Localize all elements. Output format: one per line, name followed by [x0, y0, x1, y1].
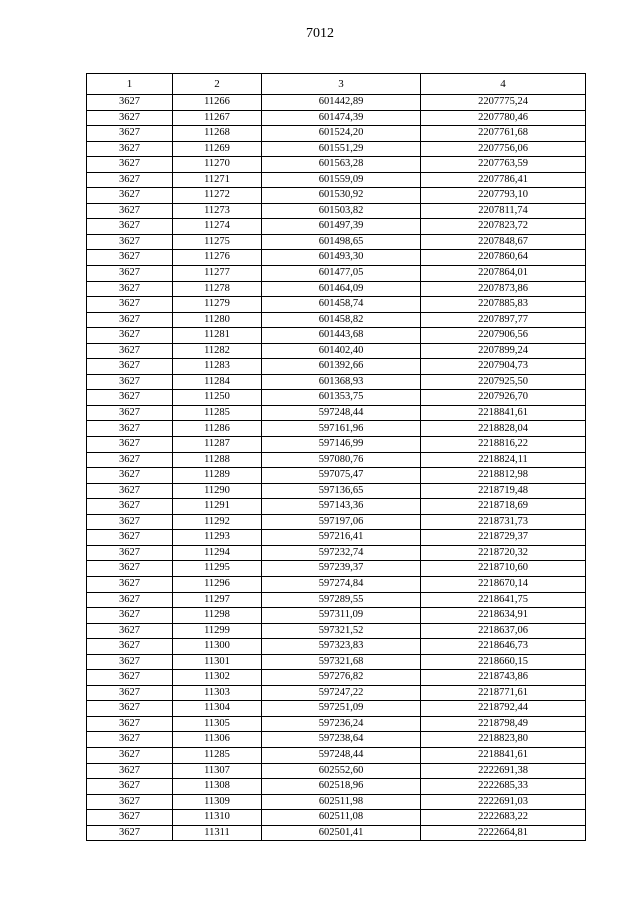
point-number-cell: 11309 [173, 794, 262, 810]
x-coordinate-cell: 601524,20 [262, 126, 421, 142]
table-row [87, 685, 586, 701]
x-coordinate-cell: 597080,76 [262, 452, 421, 468]
point-number-cell: 11294 [173, 545, 262, 561]
x-coordinate-cell: 597311,09 [262, 608, 421, 624]
point-number-cell: 11280 [173, 312, 262, 328]
district-code-cell: 3627 [87, 157, 173, 173]
district-code-cell: 3627 [87, 685, 173, 701]
district-code-cell: 3627 [87, 95, 173, 111]
district-code-cell: 3627 [87, 654, 173, 670]
table-row [87, 374, 586, 390]
x-coordinate-cell: 597248,44 [262, 405, 421, 421]
x-coordinate-cell: 597248,44 [262, 747, 421, 763]
table-row [87, 608, 586, 624]
point-number-cell: 11301 [173, 654, 262, 670]
y-coordinate-cell: 2218719,48 [421, 483, 586, 499]
district-code-cell: 3627 [87, 250, 173, 266]
district-code-cell: 3627 [87, 297, 173, 313]
y-coordinate-cell: 2218670,14 [421, 576, 586, 592]
point-number-cell: 11293 [173, 530, 262, 546]
point-number-cell: 11276 [173, 250, 262, 266]
y-coordinate-cell: 2207897,77 [421, 312, 586, 328]
x-coordinate-cell: 597197,06 [262, 514, 421, 530]
y-coordinate-cell: 2218731,73 [421, 514, 586, 530]
table-row [87, 405, 586, 421]
point-number-cell: 11285 [173, 747, 262, 763]
x-coordinate-cell: 597274,84 [262, 576, 421, 592]
x-coordinate-cell: 601477,05 [262, 266, 421, 282]
point-number-cell: 11308 [173, 779, 262, 795]
district-code-cell: 3627 [87, 266, 173, 282]
y-coordinate-cell: 2218824,11 [421, 452, 586, 468]
point-number-cell: 11282 [173, 343, 262, 359]
y-coordinate-cell: 2207763,59 [421, 157, 586, 173]
y-coordinate-cell: 2218798,49 [421, 716, 586, 732]
table-row [87, 95, 586, 111]
y-coordinate-cell: 2218718,69 [421, 499, 586, 515]
point-number-cell: 11275 [173, 234, 262, 250]
table-row [87, 623, 586, 639]
column-header-2: 2 [173, 74, 262, 95]
x-coordinate-cell: 601498,65 [262, 234, 421, 250]
column-header-1: 1 [87, 74, 173, 95]
district-code-cell: 3627 [87, 779, 173, 795]
point-number-cell: 11267 [173, 110, 262, 126]
y-coordinate-cell: 2207885,83 [421, 297, 586, 313]
table-row [87, 203, 586, 219]
point-number-cell: 11290 [173, 483, 262, 499]
table-row [87, 328, 586, 344]
point-number-cell: 11283 [173, 359, 262, 375]
point-number-cell: 11298 [173, 608, 262, 624]
district-code-cell: 3627 [87, 716, 173, 732]
y-coordinate-cell: 2218641,75 [421, 592, 586, 608]
district-code-cell: 3627 [87, 499, 173, 515]
district-code-cell: 3627 [87, 312, 173, 328]
x-coordinate-cell: 601443,68 [262, 328, 421, 344]
table-row [87, 825, 586, 841]
table-row [87, 468, 586, 484]
table-row [87, 390, 586, 406]
point-number-cell: 11269 [173, 141, 262, 157]
x-coordinate-cell: 601551,29 [262, 141, 421, 157]
x-coordinate-cell: 597238,64 [262, 732, 421, 748]
district-code-cell: 3627 [87, 592, 173, 608]
x-coordinate-cell: 601392,66 [262, 359, 421, 375]
table-row [87, 670, 586, 686]
y-coordinate-cell: 2218637,06 [421, 623, 586, 639]
x-coordinate-cell: 601497,39 [262, 219, 421, 235]
point-number-cell: 11306 [173, 732, 262, 748]
y-coordinate-cell: 2222685,33 [421, 779, 586, 795]
district-code-cell: 3627 [87, 452, 173, 468]
table-row [87, 234, 586, 250]
point-number-cell: 11279 [173, 297, 262, 313]
y-coordinate-cell: 2207811,74 [421, 203, 586, 219]
point-number-cell: 11284 [173, 374, 262, 390]
table-row [87, 747, 586, 763]
district-code-cell: 3627 [87, 437, 173, 453]
point-number-cell: 11271 [173, 172, 262, 188]
district-code-cell: 3627 [87, 374, 173, 390]
district-code-cell: 3627 [87, 747, 173, 763]
y-coordinate-cell: 2218812,98 [421, 468, 586, 484]
y-coordinate-cell: 2218646,73 [421, 639, 586, 655]
y-coordinate-cell: 2218792,44 [421, 701, 586, 717]
district-code-cell: 3627 [87, 468, 173, 484]
y-coordinate-cell: 2218743,86 [421, 670, 586, 686]
point-number-cell: 11310 [173, 810, 262, 826]
x-coordinate-cell: 601458,82 [262, 312, 421, 328]
x-coordinate-cell: 597161,96 [262, 421, 421, 437]
point-number-cell: 11302 [173, 670, 262, 686]
district-code-cell: 3627 [87, 359, 173, 375]
y-coordinate-cell: 2207756,06 [421, 141, 586, 157]
point-number-cell: 11287 [173, 437, 262, 453]
district-code-cell: 3627 [87, 608, 173, 624]
table-row [87, 794, 586, 810]
x-coordinate-cell: 601563,28 [262, 157, 421, 173]
table-row [87, 250, 586, 266]
y-coordinate-cell: 2218823,80 [421, 732, 586, 748]
y-coordinate-cell: 2218660,15 [421, 654, 586, 670]
point-number-cell: 11273 [173, 203, 262, 219]
table-row [87, 592, 586, 608]
table-row [87, 297, 586, 313]
district-code-cell: 3627 [87, 701, 173, 717]
x-coordinate-cell: 597321,68 [262, 654, 421, 670]
y-coordinate-cell: 2218720,32 [421, 545, 586, 561]
column-header-4: 4 [421, 74, 586, 95]
district-code-cell: 3627 [87, 234, 173, 250]
point-number-cell: 11286 [173, 421, 262, 437]
district-code-cell: 3627 [87, 126, 173, 142]
table-row [87, 763, 586, 779]
table-body [87, 95, 586, 841]
table-row [87, 141, 586, 157]
table-row [87, 126, 586, 142]
point-number-cell: 11303 [173, 685, 262, 701]
point-number-cell: 11296 [173, 576, 262, 592]
y-coordinate-cell: 2207873,86 [421, 281, 586, 297]
point-number-cell: 11299 [173, 623, 262, 639]
table-row [87, 654, 586, 670]
point-number-cell: 11272 [173, 188, 262, 204]
x-coordinate-cell: 597146,99 [262, 437, 421, 453]
district-code-cell: 3627 [87, 810, 173, 826]
district-code-cell: 3627 [87, 514, 173, 530]
district-code-cell: 3627 [87, 545, 173, 561]
x-coordinate-cell: 601353,75 [262, 390, 421, 406]
table-row [87, 343, 586, 359]
x-coordinate-cell: 597075,47 [262, 468, 421, 484]
table-row [87, 514, 586, 530]
district-code-cell: 3627 [87, 763, 173, 779]
point-number-cell: 11266 [173, 95, 262, 111]
table-row [87, 421, 586, 437]
x-coordinate-cell: 601402,40 [262, 343, 421, 359]
point-number-cell: 11304 [173, 701, 262, 717]
table-row [87, 561, 586, 577]
point-number-cell: 11278 [173, 281, 262, 297]
district-code-cell: 3627 [87, 405, 173, 421]
point-number-cell: 11305 [173, 716, 262, 732]
x-coordinate-cell: 597321,52 [262, 623, 421, 639]
district-code-cell: 3627 [87, 623, 173, 639]
table-row [87, 157, 586, 173]
table-row [87, 576, 586, 592]
district-code-cell: 3627 [87, 732, 173, 748]
table-row [87, 545, 586, 561]
table-row [87, 312, 586, 328]
point-number-cell: 11268 [173, 126, 262, 142]
x-coordinate-cell: 597136,65 [262, 483, 421, 499]
x-coordinate-cell: 597236,24 [262, 716, 421, 732]
coordinates-table [86, 73, 586, 841]
district-code-cell: 3627 [87, 576, 173, 592]
district-code-cell: 3627 [87, 281, 173, 297]
x-coordinate-cell: 597216,41 [262, 530, 421, 546]
y-coordinate-cell: 2207904,73 [421, 359, 586, 375]
y-coordinate-cell: 2218841,61 [421, 405, 586, 421]
y-coordinate-cell: 2218771,61 [421, 685, 586, 701]
district-code-cell: 3627 [87, 483, 173, 499]
y-coordinate-cell: 2207761,68 [421, 126, 586, 142]
y-coordinate-cell: 2222691,03 [421, 794, 586, 810]
x-coordinate-cell: 601464,09 [262, 281, 421, 297]
point-number-cell: 11307 [173, 763, 262, 779]
page-number: 7012 [306, 26, 334, 41]
y-coordinate-cell: 2218710,60 [421, 561, 586, 577]
point-number-cell: 11311 [173, 825, 262, 841]
y-coordinate-cell: 2222664,81 [421, 825, 586, 841]
district-code-cell: 3627 [87, 328, 173, 344]
y-coordinate-cell: 2222683,22 [421, 810, 586, 826]
district-code-cell: 3627 [87, 188, 173, 204]
table-row [87, 483, 586, 499]
x-coordinate-cell: 602511,98 [262, 794, 421, 810]
table-row [87, 437, 586, 453]
x-coordinate-cell: 601442,89 [262, 95, 421, 111]
point-number-cell: 11297 [173, 592, 262, 608]
district-code-cell: 3627 [87, 110, 173, 126]
x-coordinate-cell: 601368,93 [262, 374, 421, 390]
point-number-cell: 11288 [173, 452, 262, 468]
y-coordinate-cell: 2207848,67 [421, 234, 586, 250]
table-row [87, 779, 586, 795]
x-coordinate-cell: 601503,82 [262, 203, 421, 219]
x-coordinate-cell: 597239,37 [262, 561, 421, 577]
x-coordinate-cell: 601559,09 [262, 172, 421, 188]
table-row [87, 530, 586, 546]
y-coordinate-cell: 2207925,50 [421, 374, 586, 390]
y-coordinate-cell: 2207926,70 [421, 390, 586, 406]
x-coordinate-cell: 602552,60 [262, 763, 421, 779]
column-header-3: 3 [262, 74, 421, 95]
y-coordinate-cell: 2218828,04 [421, 421, 586, 437]
district-code-cell: 3627 [87, 421, 173, 437]
point-number-cell: 11270 [173, 157, 262, 173]
point-number-cell: 11285 [173, 405, 262, 421]
district-code-cell: 3627 [87, 141, 173, 157]
point-number-cell: 11289 [173, 468, 262, 484]
table-row [87, 266, 586, 282]
district-code-cell: 3627 [87, 390, 173, 406]
x-coordinate-cell: 602501,41 [262, 825, 421, 841]
district-code-cell: 3627 [87, 530, 173, 546]
district-code-cell: 3627 [87, 203, 173, 219]
district-code-cell: 3627 [87, 794, 173, 810]
district-code-cell: 3627 [87, 670, 173, 686]
x-coordinate-cell: 597247,22 [262, 685, 421, 701]
y-coordinate-cell: 2207775,24 [421, 95, 586, 111]
table-row [87, 359, 586, 375]
point-number-cell: 11291 [173, 499, 262, 515]
point-number-cell: 11274 [173, 219, 262, 235]
table-row [87, 701, 586, 717]
district-code-cell: 3627 [87, 639, 173, 655]
x-coordinate-cell: 597251,09 [262, 701, 421, 717]
y-coordinate-cell: 2207899,24 [421, 343, 586, 359]
table-header [87, 74, 586, 95]
x-coordinate-cell: 597323,83 [262, 639, 421, 655]
table-row [87, 716, 586, 732]
y-coordinate-cell: 2218729,37 [421, 530, 586, 546]
point-number-cell: 11281 [173, 328, 262, 344]
point-number-cell: 11292 [173, 514, 262, 530]
point-number-cell: 11250 [173, 390, 262, 406]
point-number-cell: 11300 [173, 639, 262, 655]
table-row [87, 452, 586, 468]
x-coordinate-cell: 597232,74 [262, 545, 421, 561]
district-code-cell: 3627 [87, 219, 173, 235]
table-row [87, 639, 586, 655]
y-coordinate-cell: 2207786,41 [421, 172, 586, 188]
y-coordinate-cell: 2207860,64 [421, 250, 586, 266]
x-coordinate-cell: 601474,39 [262, 110, 421, 126]
table-row [87, 110, 586, 126]
y-coordinate-cell: 2207780,46 [421, 110, 586, 126]
x-coordinate-cell: 601458,74 [262, 297, 421, 313]
table-row [87, 499, 586, 515]
x-coordinate-cell: 601530,92 [262, 188, 421, 204]
point-number-cell: 11295 [173, 561, 262, 577]
table-header-row [87, 74, 586, 95]
y-coordinate-cell: 2207793,10 [421, 188, 586, 204]
y-coordinate-cell: 2218841,61 [421, 747, 586, 763]
y-coordinate-cell: 2218634,91 [421, 608, 586, 624]
table-row [87, 219, 586, 235]
table-row [87, 281, 586, 297]
x-coordinate-cell: 602518,96 [262, 779, 421, 795]
table-row [87, 810, 586, 826]
table-row [87, 172, 586, 188]
y-coordinate-cell: 2207823,72 [421, 219, 586, 235]
table-row [87, 188, 586, 204]
district-code-cell: 3627 [87, 825, 173, 841]
district-code-cell: 3627 [87, 561, 173, 577]
x-coordinate-cell: 597289,55 [262, 592, 421, 608]
x-coordinate-cell: 601493,30 [262, 250, 421, 266]
district-code-cell: 3627 [87, 343, 173, 359]
x-coordinate-cell: 602511,08 [262, 810, 421, 826]
y-coordinate-cell: 2222691,38 [421, 763, 586, 779]
y-coordinate-cell: 2218816,22 [421, 437, 586, 453]
point-number-cell: 11277 [173, 266, 262, 282]
table-row [87, 732, 586, 748]
y-coordinate-cell: 2207906,56 [421, 328, 586, 344]
x-coordinate-cell: 597143,36 [262, 499, 421, 515]
x-coordinate-cell: 597276,82 [262, 670, 421, 686]
district-code-cell: 3627 [87, 172, 173, 188]
y-coordinate-cell: 2207864,01 [421, 266, 586, 282]
